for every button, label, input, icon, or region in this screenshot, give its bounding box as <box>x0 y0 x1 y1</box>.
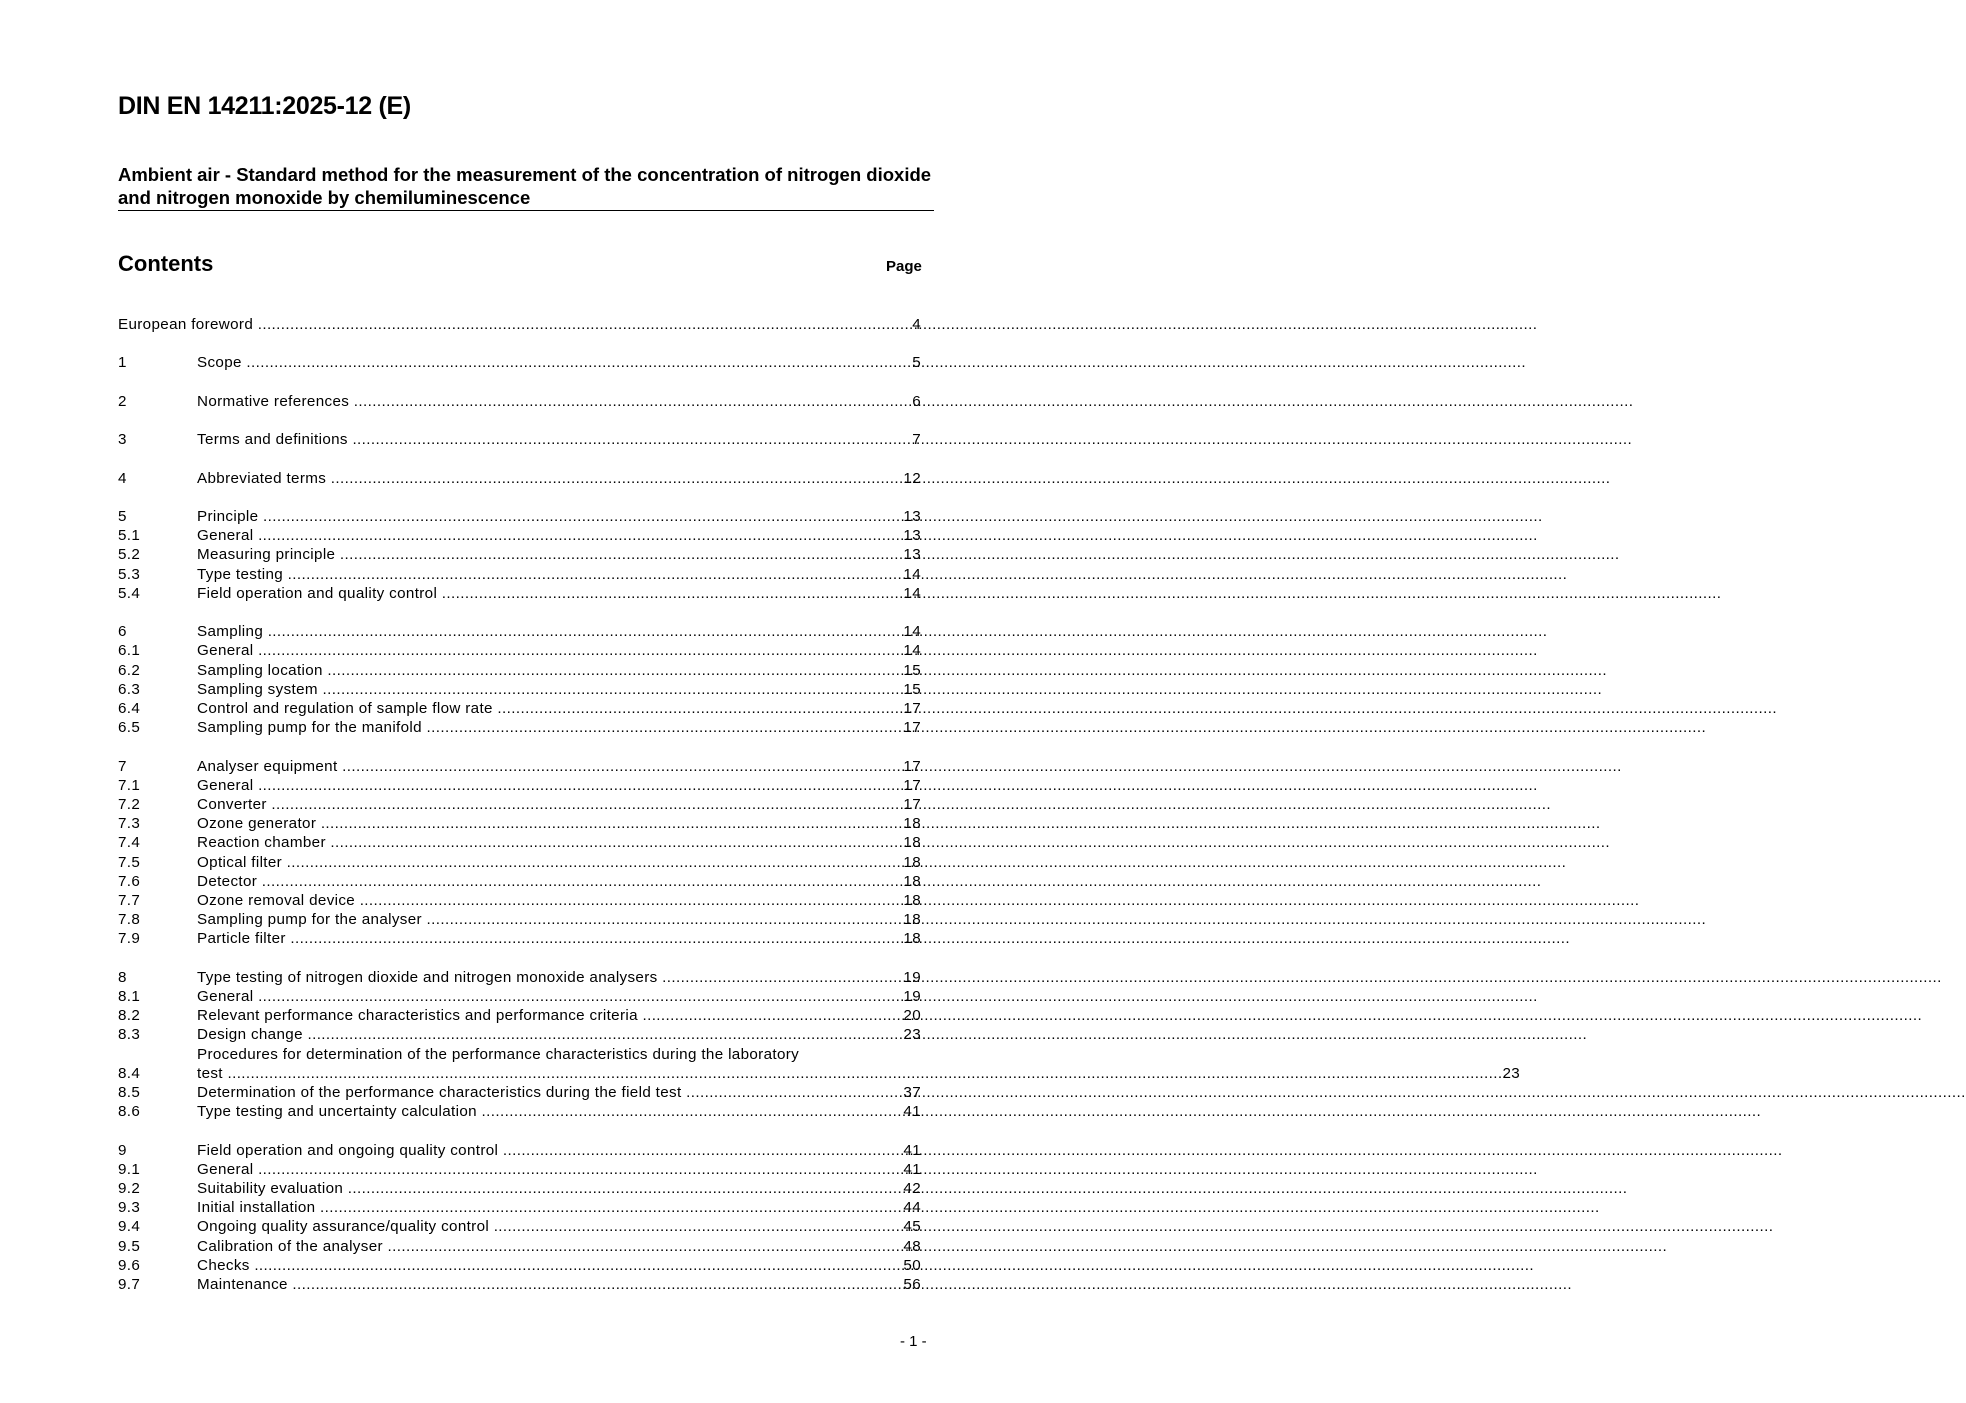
toc-entry[interactable] <box>118 1045 1521 1083</box>
toc-entry-page: 18 <box>903 930 921 948</box>
toc-entry-title: Optical filter <box>197 853 287 871</box>
toc-entry-page: 14 <box>903 642 921 660</box>
toc-entry-page: 37 <box>903 1084 921 1101</box>
toc-entry-title: Normative references <box>197 392 354 410</box>
page-column-heading: Page <box>886 258 922 275</box>
dot-leader <box>342 757 903 776</box>
toc-entry[interactable] <box>118 1198 921 1217</box>
toc-entry[interactable] <box>118 1237 921 1256</box>
dot-leader <box>642 1006 903 1025</box>
toc-entry-page: 13 <box>903 507 921 525</box>
toc-entry-page: 4 <box>912 316 921 333</box>
dot-leader <box>320 1198 903 1217</box>
toc-entry[interactable] <box>118 430 921 449</box>
toc-entry-number: 7.6 <box>118 872 141 890</box>
toc-entry-title: Sampling pump for the analyser <box>197 911 427 929</box>
toc-entry[interactable] <box>118 1141 921 1160</box>
toc-entry[interactable] <box>118 718 921 737</box>
toc-entry-number: 7.2 <box>118 795 141 813</box>
toc-entry[interactable] <box>118 1179 921 1198</box>
toc-entry-title: Sampling <box>197 623 268 641</box>
toc-entry-number: 2 <box>118 392 127 410</box>
toc-entry-title: European foreword <box>118 316 258 333</box>
toc-entry-title: Particle filter <box>197 930 291 948</box>
toc-entry[interactable] <box>118 680 921 699</box>
toc-entry[interactable] <box>118 891 921 910</box>
toc-entry-title: General <box>197 1160 259 1178</box>
toc-entry-title: General <box>197 642 259 660</box>
toc-entry-page: 44 <box>903 1199 921 1217</box>
toc-entry-page: 17 <box>903 795 921 813</box>
toc-entry[interactable] <box>118 1160 921 1179</box>
dot-leader <box>427 718 904 737</box>
dot-leader <box>497 699 903 718</box>
dot-leader <box>263 507 903 526</box>
toc-entry[interactable] <box>118 584 921 603</box>
toc-entry[interactable] <box>118 1102 921 1121</box>
toc-entry[interactable] <box>118 392 921 411</box>
dot-leader <box>330 833 903 852</box>
dot-leader <box>503 1141 904 1160</box>
toc-entry-title: Maintenance <box>197 1276 293 1294</box>
toc-entry-title: General <box>197 987 259 1005</box>
toc-entry-page: 19 <box>903 987 921 1005</box>
toc-entry[interactable] <box>118 699 921 718</box>
toc-entry-number: 7 <box>118 757 127 775</box>
toc-entry[interactable] <box>118 565 921 584</box>
toc-entry-number: 6.3 <box>118 680 141 698</box>
toc-entry[interactable] <box>118 814 921 833</box>
toc-entry-number: 5 <box>118 507 127 525</box>
toc-entry-page: 13 <box>903 527 921 545</box>
toc-entry-number: 1 <box>118 354 127 372</box>
toc-entry[interactable] <box>118 1256 921 1275</box>
toc-entry-number: 5.3 <box>118 565 141 583</box>
toc-entry-number: 9.5 <box>118 1237 141 1255</box>
toc-entry-number: 5.1 <box>118 527 141 545</box>
toc-entry-number: 6 <box>118 623 127 641</box>
toc-entry[interactable] <box>118 853 921 872</box>
toc-entry[interactable] <box>118 353 921 372</box>
title-rule <box>118 210 934 211</box>
toc-entry-page: 42 <box>903 1180 921 1197</box>
toc-entry-title: Field operation and ongoing quality control <box>197 1141 503 1159</box>
dot-leader <box>258 1160 903 1179</box>
toc-entry[interactable] <box>118 872 921 891</box>
toc-entry-title: Type testing and uncertainty calculation <box>197 1103 482 1121</box>
toc-entry-number: 7.8 <box>118 911 141 929</box>
toc-entry-page: 18 <box>903 853 921 871</box>
toc-entry-page: 56 <box>903 1276 921 1294</box>
toc-entry-number: 5.2 <box>118 546 141 564</box>
toc-entry-title: Field operation and quality control <box>197 584 442 602</box>
toc-entry[interactable] <box>118 526 921 545</box>
toc-entry-page: 48 <box>903 1237 921 1255</box>
toc-entry-title: Sampling system <box>197 680 323 698</box>
toc-entry-title: Relevant performance characteristics and performance criteria <box>197 1007 643 1025</box>
toc-entry-title: Initial installation <box>197 1199 321 1217</box>
toc-entry-title: Terms and definitions <box>197 431 353 449</box>
dot-leader <box>327 661 903 680</box>
dot-leader <box>271 795 903 814</box>
dot-leader <box>360 891 904 910</box>
toc-entry[interactable] <box>118 795 921 814</box>
toc-entry-title: Reaction chamber <box>197 834 331 852</box>
toc-entry[interactable] <box>118 1217 921 1236</box>
toc-entry-page: 23 <box>1502 1064 1521 1082</box>
toc-entry[interactable] <box>118 315 921 334</box>
toc-entry[interactable] <box>118 507 921 526</box>
dot-leader <box>307 1025 903 1044</box>
dot-leader <box>442 584 904 603</box>
toc-entry-title: Ongoing quality assurance/quality control <box>197 1218 494 1236</box>
dot-leader <box>292 1275 903 1294</box>
dot-leader <box>321 814 904 833</box>
dot-leader <box>494 1217 904 1236</box>
toc-entry-title: Control and regulation of sample flow rate <box>197 699 498 717</box>
toc-entry-number: 9.7 <box>118 1276 141 1294</box>
toc-entry[interactable] <box>118 910 921 929</box>
toc-entry-page: 18 <box>903 872 921 890</box>
toc-entry-page: 15 <box>903 661 921 679</box>
toc-entry-page: 14 <box>903 565 921 583</box>
toc-entry-title: Ozone removal device <box>197 891 360 909</box>
toc-entry-title: Design change <box>197 1026 308 1044</box>
dot-leader <box>352 430 912 449</box>
dot-leader <box>340 545 903 564</box>
toc-entry[interactable] <box>118 929 921 948</box>
table-of-contents <box>118 315 1521 1294</box>
toc-entry-title: General <box>197 527 259 545</box>
toc-entry-number: 8.3 <box>118 1026 141 1044</box>
toc-entry-number: 9 <box>118 1141 127 1159</box>
toc-entry[interactable] <box>118 987 921 1006</box>
toc-entry-number: 9.4 <box>118 1218 141 1236</box>
toc-entry-title: Type testing of nitrogen dioxide and nitrogen monoxide analysers <box>197 968 663 986</box>
dot-leader <box>227 1064 1502 1083</box>
toc-entry-page: 23 <box>903 1026 921 1044</box>
toc-entry-page: 17 <box>903 757 921 775</box>
toc-entry-page: 17 <box>903 719 921 737</box>
toc-entry-title: General <box>197 776 259 794</box>
toc-entry-number: 3 <box>118 431 127 449</box>
toc-entry-page: 7 <box>912 431 921 449</box>
toc-entry[interactable] <box>118 641 921 660</box>
toc-entry-number: 8.6 <box>118 1103 141 1121</box>
toc-entry-page: 41 <box>903 1141 921 1159</box>
toc-entry-number: 7.1 <box>118 776 141 794</box>
toc-entry[interactable] <box>118 469 921 488</box>
toc-entry-title: Sampling location <box>197 661 328 679</box>
toc-entry-title: Procedures for determination of the performance characteristics during the laboratory <box>197 1045 804 1063</box>
toc-entry-page: 50 <box>903 1256 921 1274</box>
toc-entry[interactable] <box>118 776 921 795</box>
toc-entry-number: 7.7 <box>118 891 141 909</box>
toc-entry-number: 8.5 <box>118 1084 141 1101</box>
dot-leader <box>287 853 904 872</box>
toc-entry-page: 41 <box>903 1160 921 1178</box>
toc-entry-page: 18 <box>903 911 921 929</box>
toc-entry-page: 18 <box>903 815 921 833</box>
toc-entry-page: 5 <box>912 354 921 372</box>
dot-leader <box>258 641 903 660</box>
dot-leader <box>262 872 904 891</box>
toc-entry-page: 18 <box>903 834 921 852</box>
toc-entry-number: 9.6 <box>118 1256 141 1274</box>
toc-entry[interactable] <box>118 622 921 641</box>
dot-leader <box>686 1083 903 1102</box>
document-title: DIN EN 14211:2025-12 (E) <box>118 92 411 120</box>
toc-entry-number: 6.1 <box>118 642 141 660</box>
toc-entry-number: 8.1 <box>118 987 141 1005</box>
dot-leader <box>387 1237 903 1256</box>
toc-entry-title: Suitability evaluation <box>197 1180 348 1197</box>
toc-entry-number: 8 <box>118 968 127 986</box>
page-number: - 1 - <box>900 1333 927 1350</box>
toc-entry-title: Analyser equipment <box>197 757 343 775</box>
toc-entry[interactable] <box>118 757 921 776</box>
toc-entry[interactable] <box>118 1275 921 1294</box>
toc-entry-title: Ozone generator <box>197 815 321 833</box>
toc-entry-number: 5.4 <box>118 584 141 602</box>
dot-leader <box>254 1256 903 1275</box>
toc-entry-number: 7.5 <box>118 853 141 871</box>
dot-leader <box>427 910 904 929</box>
toc-entry-title: Type testing <box>197 565 288 583</box>
toc-entry-number: 6.2 <box>118 661 141 679</box>
toc-entry-number: 9.2 <box>118 1180 141 1197</box>
toc-entry-page: 20 <box>903 1007 921 1025</box>
toc-entry-page: 14 <box>903 584 921 602</box>
toc-entry-page: 17 <box>903 776 921 794</box>
toc-entry-title: Converter <box>197 795 272 813</box>
toc-entry-page: 12 <box>903 469 921 487</box>
document-subtitle: Ambient air - Standard method for the measurement of the concentration of nitrogen dioxide and nitrogen monoxide by chemiluminescence <box>118 164 932 208</box>
toc-entry-number: 6.4 <box>118 699 141 717</box>
toc-entry-page: 18 <box>903 891 921 909</box>
toc-entry[interactable] <box>118 545 921 564</box>
toc-entry[interactable] <box>118 1006 921 1025</box>
toc-entry-page: 17 <box>903 699 921 717</box>
dot-leader <box>662 968 903 987</box>
toc-entry-page: 41 <box>903 1103 921 1121</box>
toc-entry-title: Checks <box>197 1256 255 1274</box>
toc-entry-title: Principle <box>197 507 263 525</box>
toc-entry-number: 7.4 <box>118 834 141 852</box>
dot-leader <box>331 469 904 488</box>
toc-entry[interactable] <box>118 1025 921 1044</box>
toc-entry-title: Calibration of the analyser <box>197 1237 388 1255</box>
toc-entry-number: 7.9 <box>118 930 141 948</box>
toc-entry-number: 7.3 <box>118 815 141 833</box>
toc-entry-number: 6.5 <box>118 719 141 737</box>
dot-leader <box>258 526 903 545</box>
toc-entry[interactable] <box>118 661 921 680</box>
dot-leader <box>268 622 904 641</box>
dot-leader <box>258 776 903 795</box>
toc-entry-number: 8.2 <box>118 1007 141 1025</box>
toc-entry-title: Determination of the performance characteristics during the field test <box>197 1084 687 1101</box>
toc-entry-title-continued: test <box>197 1064 228 1082</box>
dot-leader <box>246 353 912 372</box>
dot-leader <box>482 1102 904 1121</box>
toc-entry[interactable] <box>118 968 921 987</box>
toc-entry-page: 19 <box>903 968 921 986</box>
contents-heading: Contents <box>118 251 214 276</box>
toc-entry-title: Detector <box>197 872 262 890</box>
toc-entry-page: 14 <box>903 623 921 641</box>
toc-entry-page: 45 <box>903 1218 921 1236</box>
toc-entry[interactable] <box>118 833 921 852</box>
dot-leader <box>258 987 903 1006</box>
dot-leader <box>354 392 912 411</box>
toc-entry-number: 9.3 <box>118 1199 141 1217</box>
toc-entry-title: Abbreviated terms <box>197 469 331 487</box>
toc-entry-number: 8.4 <box>118 1064 141 1082</box>
toc-entry[interactable] <box>118 1083 921 1102</box>
dot-leader <box>290 929 903 948</box>
toc-entry-number: 4 <box>118 469 127 487</box>
toc-entry-title: Sampling pump for the manifold <box>197 719 427 737</box>
toc-entry-page: 6 <box>912 392 921 410</box>
dot-leader <box>348 1179 904 1198</box>
dot-leader <box>322 680 903 699</box>
toc-entry-page: 15 <box>903 680 921 698</box>
toc-entry-page: 13 <box>903 546 921 564</box>
toc-entry-number: 9.1 <box>118 1160 141 1178</box>
toc-entry-title: Measuring principle <box>197 546 340 564</box>
dot-leader <box>258 315 913 334</box>
toc-entry-title: Scope <box>197 354 247 372</box>
dot-leader <box>288 565 904 584</box>
